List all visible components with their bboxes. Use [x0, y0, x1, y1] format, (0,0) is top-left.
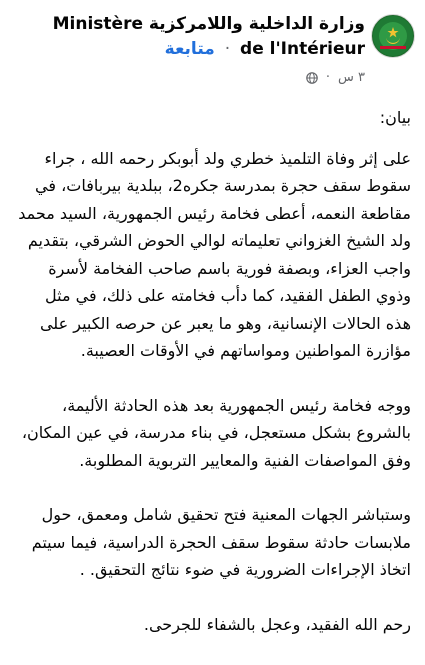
post-body	[18, 104, 411, 665]
page-name-line	[25, 12, 365, 62]
post-meta	[306, 70, 365, 85]
page-name[interactable]: وزارة الداخلية واللامركزية Ministère de l'Intérieur	[52, 14, 365, 59]
paragraph-school-construction: ووجه فخامة رئيس الجمهورية بعد هذه الحادثة الأليمة، بالشروع بشكل مستعجل، في بناء مدرسة، في عين المكان، وفق المواصفات الفنية والمعايير التربوية المطلوبة.	[21, 395, 411, 470]
follow-button[interactable]: متابعة	[164, 39, 215, 59]
post-header	[0, 6, 425, 92]
post-timestamp[interactable]: ٣ س	[338, 70, 365, 85]
page-avatar[interactable]	[371, 14, 415, 58]
globe-icon	[306, 72, 318, 84]
ministry-logo-icon	[372, 15, 414, 57]
statement-title: بيان:	[379, 108, 411, 127]
paragraph-prayer: رحم الله الفقيد، وعجل بالشفاء للجرحى.	[143, 614, 411, 634]
paragraph-condolence: على إثر وفاة التلميذ خطري ولد أبوبكر رحمه الله ، جراء سقوط سقف حجرة بمدرسة جكره2، ببلدية بيربافات، في مقاطعة النعمه، أعطى فخامة رئيس الجمهورية، السيد محمد ولد الشيخ الغزواني تعليماته لوالي الحوض الشرقي، بتقديم واجب العزاء، وبصفة فورية باسم صاحب الفخامة لأسرة وذوي الطفل الفقيد، كما دأب فخامته على ذلك، في مثل هذه الحالات الإنسانية، وهو ما يعبر عن حرصه الكبير على مؤازرة المواطنين ومواساتهم في الأوقات العصيبة.	[18, 148, 411, 360]
meta-separator: ·	[325, 70, 330, 85]
separator-dot: ·	[224, 39, 231, 59]
paragraph-investigation: وستباشر الجهات المعنية فتح تحقيق شامل ومعمق، حول ملابسات حادثة سقوط سقف الحجرة الدراسية، فيما سيتم اتخاذ الإجراءات الضرورية في ضوء نتائج التحقيق. .	[31, 505, 411, 579]
